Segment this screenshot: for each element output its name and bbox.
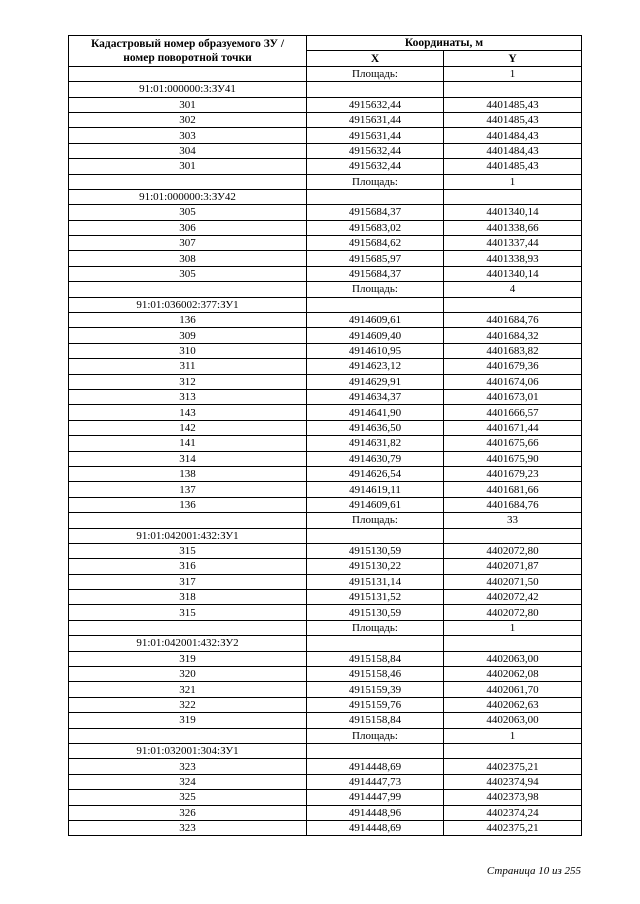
point-y: 4401340,14	[444, 205, 582, 220]
point-y: 4401675,66	[444, 436, 582, 451]
point-number: 325	[69, 790, 307, 805]
coordinates-table	[68, 35, 582, 836]
plot-row	[69, 636, 582, 651]
point-x: 4915631,44	[307, 112, 444, 127]
point-y: 4401338,93	[444, 251, 582, 266]
point-row	[69, 682, 582, 697]
point-x: 4915130,22	[307, 559, 444, 574]
point-y: 4401684,32	[444, 328, 582, 343]
point-number: 323	[69, 759, 307, 774]
point-row	[69, 220, 582, 235]
point-row	[69, 343, 582, 358]
plot-empty-x	[307, 528, 444, 543]
area-label: Площадь:	[307, 174, 444, 189]
point-number: 143	[69, 405, 307, 420]
point-x: 4914636,50	[307, 420, 444, 435]
header-cadastral-line1: Кадастровый номер образуемого ЗУ /	[90, 37, 285, 50]
point-x: 4914634,37	[307, 389, 444, 404]
area-label: Площадь:	[307, 620, 444, 635]
point-y: 4402375,21	[444, 820, 582, 835]
point-x: 4915158,84	[307, 651, 444, 666]
area-empty-cell	[69, 282, 307, 297]
point-number: 309	[69, 328, 307, 343]
point-number: 301	[69, 97, 307, 112]
point-x: 4915683,02	[307, 220, 444, 235]
point-number: 137	[69, 482, 307, 497]
point-number: 321	[69, 682, 307, 697]
point-number: 136	[69, 497, 307, 512]
point-x: 4915158,84	[307, 713, 444, 728]
point-x: 4915130,59	[307, 605, 444, 620]
point-row	[69, 236, 582, 251]
point-row	[69, 451, 582, 466]
point-row	[69, 112, 582, 127]
area-empty-cell	[69, 66, 307, 81]
point-y: 4402061,70	[444, 682, 582, 697]
point-x: 4914448,96	[307, 805, 444, 820]
plot-row	[69, 528, 582, 543]
point-x: 4915131,14	[307, 574, 444, 589]
point-y: 4401338,66	[444, 220, 582, 235]
point-y: 4401484,43	[444, 128, 582, 143]
point-number: 320	[69, 667, 307, 682]
point-x: 4914448,69	[307, 820, 444, 835]
point-row	[69, 559, 582, 574]
point-y: 4402374,24	[444, 805, 582, 820]
area-empty-cell	[69, 174, 307, 189]
point-y: 4401671,44	[444, 420, 582, 435]
point-number: 304	[69, 143, 307, 158]
point-x: 4915631,44	[307, 128, 444, 143]
point-number: 306	[69, 220, 307, 235]
area-label: Площадь:	[307, 282, 444, 297]
point-y: 4401485,43	[444, 97, 582, 112]
point-row	[69, 205, 582, 220]
point-y: 4401684,76	[444, 313, 582, 328]
point-row	[69, 605, 582, 620]
point-x: 4915684,37	[307, 266, 444, 281]
point-number: 138	[69, 466, 307, 481]
point-x: 4914623,12	[307, 359, 444, 374]
point-x: 4914629,91	[307, 374, 444, 389]
point-y: 4402063,00	[444, 713, 582, 728]
point-number: 326	[69, 805, 307, 820]
point-row	[69, 820, 582, 835]
point-y: 4401674,06	[444, 374, 582, 389]
point-x: 4914609,61	[307, 313, 444, 328]
point-x: 4915159,76	[307, 697, 444, 712]
plot-empty-x	[307, 743, 444, 758]
point-y: 4402375,21	[444, 759, 582, 774]
point-number: 302	[69, 112, 307, 127]
point-y: 4401673,01	[444, 389, 582, 404]
point-number: 303	[69, 128, 307, 143]
point-number: 319	[69, 651, 307, 666]
point-number: 313	[69, 389, 307, 404]
point-row	[69, 389, 582, 404]
point-x: 4915632,44	[307, 143, 444, 158]
point-row	[69, 266, 582, 281]
point-row	[69, 359, 582, 374]
point-y: 4402062,08	[444, 667, 582, 682]
point-y: 4401679,23	[444, 466, 582, 481]
point-row	[69, 497, 582, 512]
point-x: 4914609,40	[307, 328, 444, 343]
point-number: 318	[69, 590, 307, 605]
point-y: 4401666,57	[444, 405, 582, 420]
plot-cadastral-number: 91:01:000000:3:ЗУ42	[69, 189, 307, 204]
area-value: 4	[444, 282, 582, 297]
point-y: 4402072,80	[444, 605, 582, 620]
point-row	[69, 328, 582, 343]
point-x: 4915159,39	[307, 682, 444, 697]
point-number: 312	[69, 374, 307, 389]
point-number: 314	[69, 451, 307, 466]
point-number: 315	[69, 543, 307, 558]
point-x: 4915131,52	[307, 590, 444, 605]
point-x: 4914641,90	[307, 405, 444, 420]
point-x: 4915684,37	[307, 205, 444, 220]
point-x: 4914447,99	[307, 790, 444, 805]
point-x: 4914610,95	[307, 343, 444, 358]
point-y: 4401340,14	[444, 266, 582, 281]
point-number: 322	[69, 697, 307, 712]
plot-cadastral-number: 91:01:000000:3:ЗУ41	[69, 82, 307, 97]
area-label: Площадь:	[307, 66, 444, 81]
plot-cadastral-number: 91:01:032001:304:ЗУ1	[69, 743, 307, 758]
header-y: Y	[444, 51, 582, 66]
plot-empty-x	[307, 189, 444, 204]
table-header	[69, 36, 582, 67]
point-row	[69, 713, 582, 728]
point-row	[69, 543, 582, 558]
point-row	[69, 159, 582, 174]
point-x: 4915685,97	[307, 251, 444, 266]
point-row	[69, 805, 582, 820]
area-empty-cell	[69, 513, 307, 528]
point-row	[69, 790, 582, 805]
point-number: 324	[69, 774, 307, 789]
plot-cadastral-number: 91:01:042001:432:ЗУ1	[69, 528, 307, 543]
plot-row	[69, 82, 582, 97]
point-x: 4914626,54	[307, 466, 444, 481]
point-y: 4401683,82	[444, 343, 582, 358]
point-y: 4401679,36	[444, 359, 582, 374]
area-row	[69, 513, 582, 528]
plot-empty-y	[444, 636, 582, 651]
point-row	[69, 697, 582, 712]
point-row	[69, 436, 582, 451]
point-x: 4915130,59	[307, 543, 444, 558]
point-y: 4402063,00	[444, 651, 582, 666]
area-label: Площадь:	[307, 513, 444, 528]
plot-row	[69, 189, 582, 204]
point-number: 301	[69, 159, 307, 174]
area-empty-cell	[69, 620, 307, 635]
point-row	[69, 667, 582, 682]
plot-row	[69, 297, 582, 312]
point-number: 142	[69, 420, 307, 435]
point-number: 307	[69, 236, 307, 251]
point-x: 4914631,82	[307, 436, 444, 451]
point-number: 136	[69, 313, 307, 328]
plot-row	[69, 743, 582, 758]
point-number: 305	[69, 205, 307, 220]
point-number: 311	[69, 359, 307, 374]
point-y: 4402071,50	[444, 574, 582, 589]
point-row	[69, 590, 582, 605]
point-row	[69, 774, 582, 789]
point-number: 317	[69, 574, 307, 589]
point-number: 310	[69, 343, 307, 358]
point-y: 4402071,87	[444, 559, 582, 574]
header-cadastral-column	[69, 36, 307, 67]
plot-empty-x	[307, 297, 444, 312]
point-row	[69, 251, 582, 266]
point-x: 4914619,11	[307, 482, 444, 497]
point-row	[69, 420, 582, 435]
point-y: 4401484,43	[444, 143, 582, 158]
area-value: 1	[444, 728, 582, 743]
area-label: Площадь:	[307, 728, 444, 743]
point-row	[69, 651, 582, 666]
point-y: 4401485,43	[444, 159, 582, 174]
header-coordinates: Координаты, м	[307, 36, 582, 51]
point-x: 4915632,44	[307, 97, 444, 112]
point-number: 305	[69, 266, 307, 281]
point-y: 4401337,44	[444, 236, 582, 251]
point-x: 4914448,69	[307, 759, 444, 774]
point-number: 316	[69, 559, 307, 574]
point-x: 4915684,62	[307, 236, 444, 251]
point-row	[69, 97, 582, 112]
area-row	[69, 282, 582, 297]
point-y: 4402072,42	[444, 590, 582, 605]
area-row	[69, 174, 582, 189]
page-number: Страница 10 из 255	[486, 865, 581, 877]
area-row	[69, 620, 582, 635]
table-body	[69, 66, 582, 836]
area-row	[69, 728, 582, 743]
area-value: 1	[444, 174, 582, 189]
plot-empty-x	[307, 636, 444, 651]
plot-empty-y	[444, 189, 582, 204]
point-row	[69, 759, 582, 774]
point-number: 308	[69, 251, 307, 266]
header-x: X	[307, 51, 444, 66]
point-number: 141	[69, 436, 307, 451]
area-row	[69, 66, 582, 81]
point-y: 4401684,76	[444, 497, 582, 512]
point-number: 319	[69, 713, 307, 728]
plot-cadastral-number: 91:01:042001:432:ЗУ2	[69, 636, 307, 651]
point-x: 4914630,79	[307, 451, 444, 466]
point-row	[69, 143, 582, 158]
point-y: 4402072,80	[444, 543, 582, 558]
plot-empty-x	[307, 82, 444, 97]
point-y: 4401675,90	[444, 451, 582, 466]
plot-empty-y	[444, 82, 582, 97]
point-y: 4401681,66	[444, 482, 582, 497]
point-number: 315	[69, 605, 307, 620]
point-row	[69, 374, 582, 389]
plot-cadastral-number: 91:01:036002:377:ЗУ1	[69, 297, 307, 312]
point-row	[69, 466, 582, 481]
point-y: 4402374,94	[444, 774, 582, 789]
plot-empty-y	[444, 743, 582, 758]
point-y: 4401485,43	[444, 112, 582, 127]
area-value: 1	[444, 66, 582, 81]
point-row	[69, 405, 582, 420]
header-cadastral-line2: номер поворотной точки	[123, 51, 252, 64]
point-y: 4402062,63	[444, 697, 582, 712]
point-x: 4914447,73	[307, 774, 444, 789]
plot-empty-y	[444, 528, 582, 543]
point-x: 4914609,61	[307, 497, 444, 512]
area-value: 33	[444, 513, 582, 528]
plot-empty-y	[444, 297, 582, 312]
point-y: 4402373,98	[444, 790, 582, 805]
point-x: 4915632,44	[307, 159, 444, 174]
point-row	[69, 128, 582, 143]
point-row	[69, 574, 582, 589]
area-empty-cell	[69, 728, 307, 743]
area-value: 1	[444, 620, 582, 635]
point-x: 4915158,46	[307, 667, 444, 682]
point-row	[69, 313, 582, 328]
point-number: 323	[69, 820, 307, 835]
point-row	[69, 482, 582, 497]
